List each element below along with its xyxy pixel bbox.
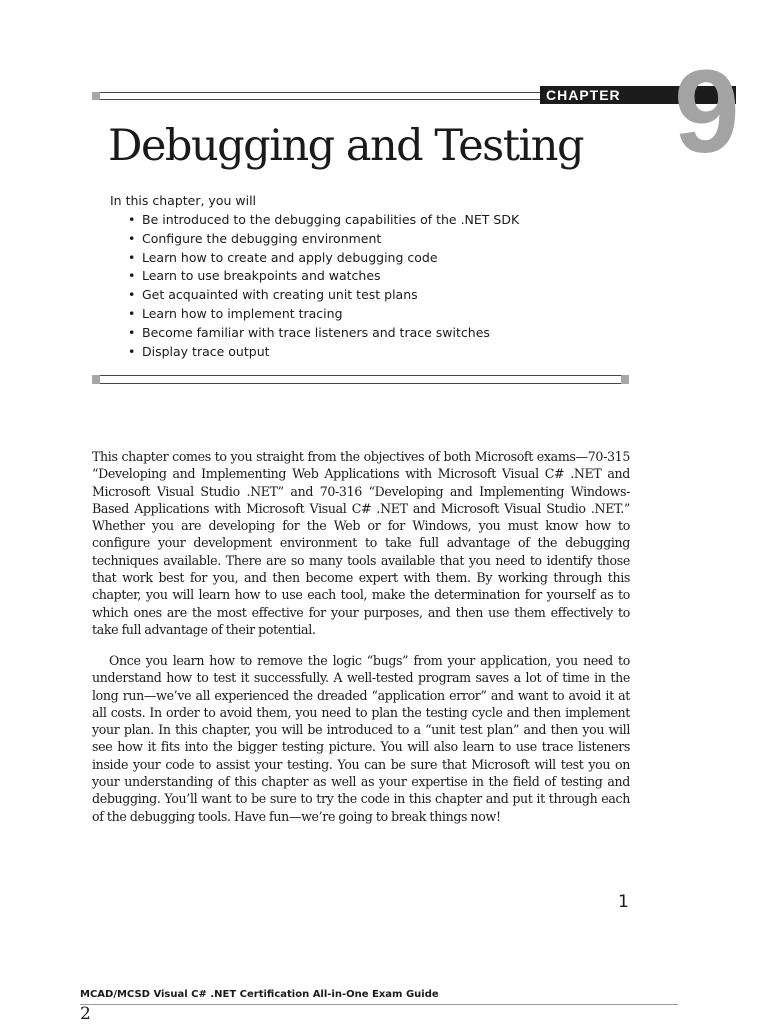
footer-book-title: MCAD/MCSD Visual C# .NET Certification All-in-One Exam Guide: [80, 989, 439, 1000]
objectives-bottom-rule: [92, 375, 629, 384]
bullet-icon: •: [128, 249, 136, 265]
objectives-intro: In this chapter, you will: [110, 193, 257, 208]
objective-text: Learn to use breakpoints and watches: [142, 268, 381, 284]
objective-text: Learn how to implement tracing: [142, 305, 343, 321]
objective-item: [128, 343, 519, 362]
chapter-number: 9: [674, 46, 736, 178]
bullet-icon: •: [128, 212, 136, 227]
header-rule: [92, 92, 540, 100]
objective-text: Learn how to create and apply debugging code: [142, 249, 438, 265]
page-folio: 1: [618, 892, 629, 912]
bullet-icon: •: [128, 287, 136, 303]
footer-page-number: 2: [80, 1004, 91, 1024]
objective-item: [128, 230, 519, 249]
body-paragraph: This chapter comes to you straight from the objectives of both Microsoft exams—70-315 “Developing and Implementing Web Applications with Microsoft Visual C# .NET and Microsoft Visual Studio .NET” and 70-316 “Developing and Implementing Windows-Based Applications with Microsoft Visual C# .NET and Microsoft Visual Studio .NET.” Whether you are developing for the Web or for Windows, you must know how to configure your development environment to take full advantage of the debugging techniques available. There are so many tools available that you need to identify those that work best for you, and then become expert with them. By working through this chapter, you will learn how to use each tool, make the determination for yourself as to which ones are the most effective for your purposes, and then use them effectively to take full advantage of their potential.: [92, 449, 630, 637]
footer-rule: [80, 1004, 678, 1005]
chapter-title: Debugging and Testing: [108, 121, 583, 171]
objective-item: [128, 267, 519, 286]
objective-text: Display trace output: [142, 343, 270, 359]
objective-text: Get acquainted with creating unit test plans: [142, 287, 418, 303]
objectives-rule-cap-left: [92, 375, 100, 384]
bullet-icon: •: [128, 305, 136, 321]
bullet-icon: •: [128, 268, 136, 284]
objective-item: [128, 286, 519, 305]
objectives-list: [128, 211, 519, 361]
header-rule-cap: [92, 92, 100, 100]
objective-item: [128, 249, 519, 268]
objective-text: Configure the debugging environment: [142, 230, 382, 246]
chapter-label: CHAPTER: [540, 86, 736, 104]
bullet-icon: •: [128, 324, 136, 340]
objective-item: [128, 305, 519, 324]
objective-item: [128, 211, 519, 230]
objective-text: Become familiar with trace listeners and trace switches: [142, 324, 490, 340]
bullet-icon: •: [128, 343, 136, 359]
objectives-rule-cap-right: [621, 375, 629, 384]
body-paragraph: Once you learn how to remove the logic “bugs” from your application, you need to understand how to test it successfully. A well-tested program saves a lot of time in the long run—we’ve all experienced the dreaded “application error” and want to avoid it at all costs. In order to avoid them, you need to plan the testing cycle and then implement your plan. In this chapter, you will be introduced to a “unit test plan” and then you will see how it fits into the bigger testing picture. You will also learn to use trace listeners inside your code to assist your testing. You can be sure that Microsoft will test you on your understanding of this chapter as well as your expertise in the field of testing and debugging. You’ll want to be sure to try the code in this chapter and put it through each of the debugging tools. Have fun—we’re going to break things now!: [92, 653, 630, 824]
objective-item: [128, 324, 519, 343]
objective-text: Be introduced to the debugging capabilities of the .NET SDK: [142, 212, 520, 227]
bullet-icon: •: [128, 230, 136, 246]
